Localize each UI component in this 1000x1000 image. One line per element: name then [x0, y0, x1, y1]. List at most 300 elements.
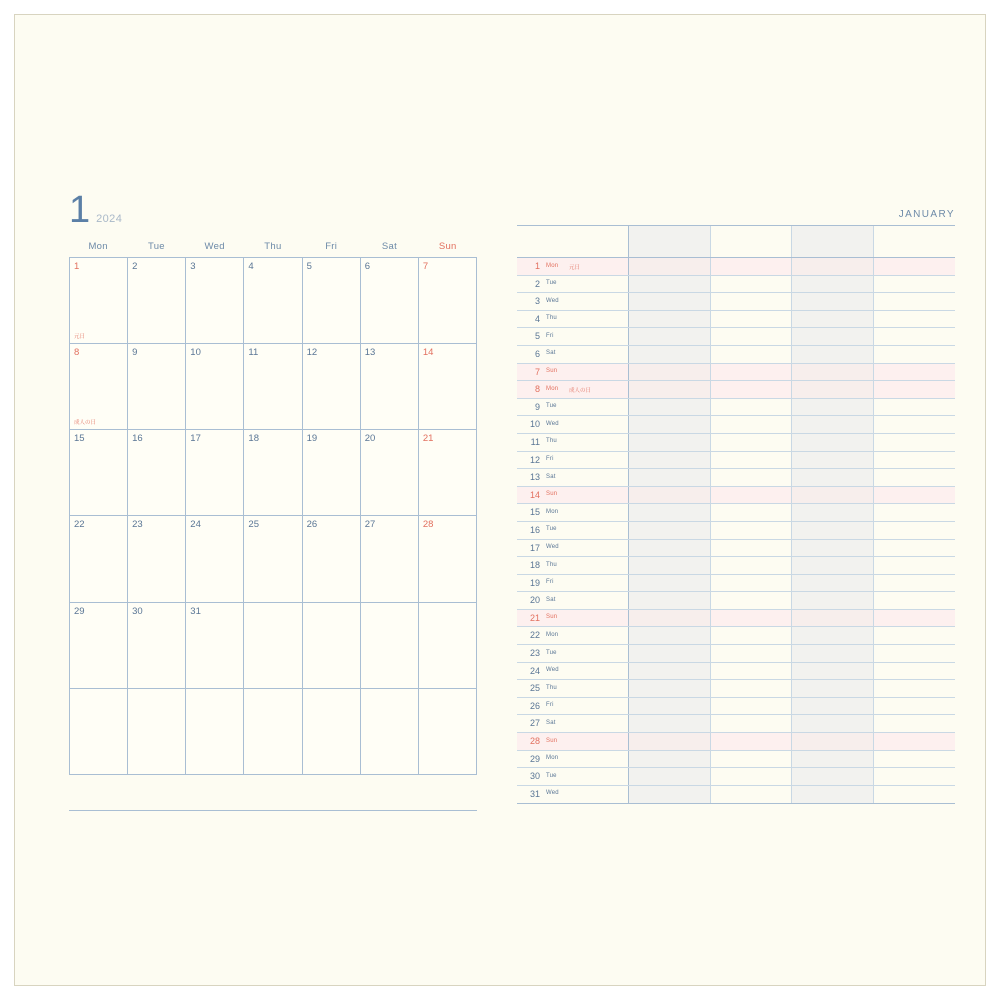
note-cell[interactable] — [629, 557, 711, 574]
note-cell[interactable] — [711, 522, 793, 539]
day-of-week: Thu — [546, 684, 557, 691]
note-cell[interactable] — [874, 575, 956, 592]
note-cell[interactable] — [874, 768, 956, 785]
note-cell[interactable] — [792, 751, 874, 768]
day-of-week: Sat — [546, 596, 556, 603]
note-cell[interactable] — [711, 416, 793, 433]
day-number: 8 — [534, 384, 540, 395]
day-row[interactable] — [517, 733, 955, 751]
calendar-cell-day-number: 16 — [132, 433, 143, 445]
note-cell[interactable] — [874, 328, 956, 345]
note-cell[interactable] — [629, 346, 711, 363]
calendar-cell[interactable] — [70, 258, 128, 344]
note-cell[interactable] — [629, 715, 711, 732]
day-number: 16 — [529, 524, 540, 535]
day-list-table — [517, 225, 955, 804]
dow-header-mon: Mon — [88, 241, 108, 252]
calendar-cell-empty — [303, 603, 361, 689]
note-cell[interactable] — [711, 645, 793, 662]
note-cell[interactable] — [629, 452, 711, 469]
note-cell[interactable] — [629, 504, 711, 521]
note-cell[interactable] — [792, 680, 874, 697]
day-of-week: Thu — [546, 315, 557, 322]
dow-header-fri: Fri — [325, 241, 338, 252]
monthly-grid — [69, 257, 477, 775]
calendar-cell-day-number: 2 — [132, 261, 138, 272]
calendar-cell[interactable] — [303, 258, 361, 344]
day-number: 29 — [529, 753, 540, 764]
day-number: 3 — [534, 296, 540, 307]
note-cell[interactable] — [792, 663, 874, 680]
day-number: 7 — [534, 366, 540, 377]
note-cell[interactable] — [711, 258, 793, 275]
note-cell[interactable] — [629, 276, 711, 293]
calendar-cell[interactable] — [303, 516, 361, 602]
day-number: 25 — [529, 683, 540, 694]
day-number: 23 — [529, 648, 540, 659]
day-row[interactable] — [517, 768, 955, 786]
calendar-cell-empty — [186, 689, 244, 775]
day-label-cell — [517, 276, 629, 293]
calendar-cell-day-number: 18 — [248, 433, 259, 445]
note-cell[interactable] — [792, 698, 874, 715]
note-cell[interactable] — [792, 434, 874, 451]
calendar-cell-day-number: 10 — [190, 347, 201, 359]
note-cell[interactable] — [711, 715, 793, 732]
day-row[interactable] — [517, 786, 955, 804]
day-row[interactable] — [517, 645, 955, 663]
note-cell[interactable] — [629, 645, 711, 662]
day-number: 19 — [529, 577, 540, 588]
calendar-cell[interactable] — [244, 516, 302, 602]
calendar-cell-day-number: 19 — [306, 433, 318, 445]
note-cell[interactable] — [874, 698, 956, 715]
day-row[interactable] — [517, 504, 955, 522]
day-row[interactable] — [517, 627, 955, 645]
note-cell[interactable] — [792, 381, 874, 398]
calendar-cell[interactable] — [70, 603, 128, 689]
calendar-cell-day-number: 21 — [422, 433, 434, 445]
calendar-cell[interactable] — [361, 516, 419, 602]
note-cell[interactable] — [711, 768, 793, 785]
day-of-week: Sat — [546, 473, 556, 480]
calendar-cell-empty — [419, 603, 477, 689]
note-cell[interactable] — [874, 364, 956, 381]
calendar-cell[interactable] — [128, 344, 186, 430]
calendar-cell[interactable] — [186, 344, 244, 430]
day-of-week: Mon — [546, 385, 559, 392]
calendar-cell-empty — [361, 603, 419, 689]
note-cell[interactable] — [629, 416, 711, 433]
day-row[interactable] — [517, 416, 955, 434]
note-cell[interactable] — [711, 540, 793, 557]
table-header-row — [517, 226, 955, 258]
note-cell[interactable] — [711, 663, 793, 680]
note-cell[interactable] — [874, 276, 956, 293]
note-cell[interactable] — [711, 328, 793, 345]
calendar-cell-day-number: 8 — [74, 347, 80, 359]
note-cell[interactable] — [629, 522, 711, 539]
calendar-cell[interactable] — [244, 344, 302, 430]
note-cell[interactable] — [874, 592, 956, 609]
day-row[interactable] — [517, 663, 955, 681]
note-cell[interactable] — [711, 733, 793, 750]
note-cell[interactable] — [711, 399, 793, 416]
calendar-cell-day-number: 15 — [74, 433, 85, 445]
note-cell[interactable] — [874, 540, 956, 557]
day-label-cell — [517, 768, 629, 785]
note-cell[interactable] — [711, 751, 793, 768]
note-cell[interactable] — [874, 786, 956, 804]
day-label-cell — [517, 557, 629, 574]
day-number: 9 — [534, 401, 540, 412]
dow-header-wed: Wed — [204, 241, 225, 252]
calendar-cell[interactable] — [303, 344, 361, 430]
note-cell[interactable] — [711, 504, 793, 521]
note-cell[interactable] — [792, 346, 874, 363]
note-cell[interactable] — [711, 364, 793, 381]
day-of-week: Mon — [546, 631, 559, 638]
note-cell[interactable] — [792, 311, 874, 328]
note-cell[interactable] — [874, 733, 956, 750]
note-cell[interactable] — [629, 328, 711, 345]
calendar-cell[interactable] — [361, 258, 419, 344]
note-cell[interactable] — [711, 381, 793, 398]
calendar-cell[interactable] — [419, 344, 477, 430]
day-label-cell — [517, 364, 629, 381]
day-row[interactable] — [517, 258, 955, 276]
note-cell[interactable] — [711, 786, 793, 804]
note-cell[interactable] — [711, 575, 793, 592]
note-cell[interactable] — [874, 469, 956, 486]
note-cell[interactable] — [629, 226, 711, 257]
day-label-cell — [517, 698, 629, 715]
note-cell[interactable] — [711, 698, 793, 715]
day-number: 30 — [529, 771, 540, 782]
note-cell[interactable] — [792, 768, 874, 785]
day-number: 24 — [529, 665, 540, 676]
note-cell[interactable] — [629, 540, 711, 557]
note-cell[interactable] — [792, 504, 874, 521]
calendar-cell[interactable] — [70, 430, 128, 516]
day-label-cell — [517, 258, 629, 275]
day-number: 27 — [529, 718, 540, 729]
day-label-cell — [517, 311, 629, 328]
calendar-cell-day-number: 14 — [422, 347, 434, 359]
day-number: 2 — [534, 278, 540, 289]
note-cell[interactable] — [792, 592, 874, 609]
calendar-cell-empty — [419, 689, 477, 775]
note-cell[interactable] — [792, 258, 874, 275]
calendar-cell[interactable] — [419, 516, 477, 602]
day-of-week: Sat — [546, 719, 556, 726]
calendar-cell[interactable] — [186, 258, 244, 344]
note-cell[interactable] — [629, 487, 711, 504]
note-cell[interactable] — [711, 627, 793, 644]
day-of-week: Tue — [546, 526, 557, 533]
note-cell[interactable] — [792, 575, 874, 592]
calendar-cell-day-number: 25 — [248, 519, 259, 531]
note-cell[interactable] — [629, 610, 711, 627]
calendar-cell-empty — [361, 689, 419, 775]
calendar-cell-empty — [303, 689, 361, 775]
day-label-cell — [517, 226, 629, 257]
day-row[interactable] — [517, 346, 955, 364]
dow-header-sun: Sun — [438, 241, 457, 252]
note-cell[interactable] — [711, 293, 793, 310]
note-cell[interactable] — [792, 557, 874, 574]
calendar-cell[interactable] — [361, 344, 419, 430]
calendar-cell-day-number: 31 — [190, 605, 201, 617]
note-cell[interactable] — [874, 610, 956, 627]
day-of-week: Sun — [546, 614, 558, 621]
day-label-cell — [517, 733, 629, 750]
note-cell[interactable] — [792, 452, 874, 469]
day-row[interactable] — [517, 522, 955, 540]
note-cell[interactable] — [629, 575, 711, 592]
day-number: 21 — [529, 612, 540, 623]
day-label-cell — [517, 540, 629, 557]
note-cell[interactable] — [711, 311, 793, 328]
calendar-cell[interactable] — [70, 516, 128, 602]
day-label-cell — [517, 399, 629, 416]
day-row[interactable] — [517, 487, 955, 505]
note-cell[interactable] — [629, 698, 711, 715]
note-cell[interactable] — [874, 416, 956, 433]
note-cell[interactable] — [711, 469, 793, 486]
note-cell[interactable] — [792, 226, 874, 257]
day-row[interactable] — [517, 293, 955, 311]
note-cell[interactable] — [874, 680, 956, 697]
note-cell[interactable] — [711, 346, 793, 363]
calendar-cell-day-number: 17 — [190, 433, 201, 445]
note-cell[interactable] — [711, 557, 793, 574]
day-number: 18 — [529, 560, 540, 571]
note-cell[interactable] — [629, 680, 711, 697]
note-cell[interactable] — [711, 680, 793, 697]
note-cell[interactable] — [711, 226, 793, 257]
note-cell[interactable] — [874, 751, 956, 768]
note-cell[interactable] — [792, 364, 874, 381]
note-cell[interactable] — [874, 557, 956, 574]
day-row[interactable] — [517, 575, 955, 593]
dow-header-thu: Thu — [264, 241, 282, 252]
day-number: 12 — [529, 454, 540, 465]
day-label-cell — [517, 434, 629, 451]
day-row[interactable] — [517, 610, 955, 628]
calendar-cell-day-number: 28 — [422, 519, 434, 531]
note-cell[interactable] — [629, 434, 711, 451]
note-cell[interactable] — [629, 627, 711, 644]
note-cell[interactable] — [792, 416, 874, 433]
note-cell[interactable] — [874, 487, 956, 504]
note-cell[interactable] — [874, 399, 956, 416]
day-row[interactable] — [517, 434, 955, 452]
day-label-cell — [517, 680, 629, 697]
note-cell[interactable] — [711, 610, 793, 627]
note-cell[interactable] — [629, 469, 711, 486]
day-label-cell — [517, 469, 629, 486]
note-cell[interactable] — [792, 715, 874, 732]
day-number: 22 — [529, 630, 540, 641]
note-cell[interactable] — [792, 610, 874, 627]
note-cell[interactable] — [792, 293, 874, 310]
note-cell[interactable] — [629, 258, 711, 275]
calendar-cell[interactable] — [303, 430, 361, 516]
note-cell[interactable] — [792, 469, 874, 486]
note-cell[interactable] — [629, 663, 711, 680]
calendar-cell-day-number: 12 — [306, 347, 318, 359]
note-cell[interactable] — [874, 258, 956, 275]
day-row[interactable] — [517, 276, 955, 294]
calendar-cell-day-number: 7 — [422, 261, 429, 272]
note-cell[interactable] — [792, 399, 874, 416]
note-cell[interactable] — [629, 786, 711, 804]
day-label-cell — [517, 627, 629, 644]
day-label-cell — [517, 610, 629, 627]
note-cell[interactable] — [711, 276, 793, 293]
calendar-cell-empty — [244, 603, 302, 689]
calendar-cell-day-number: 26 — [306, 519, 318, 531]
note-cell[interactable] — [629, 381, 711, 398]
calendar-cell-day-number: 1 — [74, 261, 80, 272]
note-cell[interactable] — [792, 627, 874, 644]
note-cell[interactable] — [792, 645, 874, 662]
note-cell[interactable] — [792, 733, 874, 750]
day-row[interactable] — [517, 557, 955, 575]
day-row[interactable] — [517, 592, 955, 610]
calendar-cell-holiday-label: 成人の日 — [74, 420, 97, 427]
note-cell[interactable] — [874, 346, 956, 363]
calendar-cell[interactable] — [244, 258, 302, 344]
note-cell[interactable] — [629, 364, 711, 381]
calendar-cell-day-number: 9 — [132, 347, 138, 359]
day-of-week: Thu — [546, 438, 557, 445]
day-label-cell — [517, 786, 629, 804]
calendar-cell[interactable] — [128, 516, 186, 602]
day-of-week: Tue — [546, 649, 557, 656]
note-cell[interactable] — [874, 715, 956, 732]
note-cell[interactable] — [874, 504, 956, 521]
day-row[interactable] — [517, 715, 955, 733]
note-cell[interactable] — [874, 434, 956, 451]
day-of-week: Thu — [546, 561, 557, 568]
calendar-cell[interactable] — [361, 430, 419, 516]
day-label-cell — [517, 452, 629, 469]
note-cell[interactable] — [629, 768, 711, 785]
calendar-cell[interactable] — [128, 603, 186, 689]
day-label-cell — [517, 751, 629, 768]
day-row[interactable] — [517, 680, 955, 698]
day-of-week: Sat — [546, 350, 556, 357]
day-row[interactable] — [517, 698, 955, 716]
calendar-cell[interactable] — [186, 603, 244, 689]
note-cell[interactable] — [711, 592, 793, 609]
note-cell[interactable] — [874, 452, 956, 469]
note-cell[interactable] — [629, 592, 711, 609]
calendar-cell[interactable] — [128, 430, 186, 516]
day-of-week: Sun — [546, 491, 558, 498]
note-cell[interactable] — [711, 434, 793, 451]
day-row[interactable] — [517, 311, 955, 329]
calendar-cell-day-number: 22 — [74, 519, 85, 531]
note-cell[interactable] — [792, 328, 874, 345]
day-label-cell — [517, 592, 629, 609]
day-of-week: Tue — [546, 403, 557, 410]
day-row[interactable] — [517, 540, 955, 558]
note-cell[interactable] — [874, 293, 956, 310]
note-cell[interactable] — [629, 399, 711, 416]
month-name-label: JANUARY — [898, 209, 955, 220]
day-number: 14 — [529, 489, 540, 500]
year-label: 2024 — [96, 213, 123, 225]
note-cell[interactable] — [629, 311, 711, 328]
vertical-monthly-list-page — [517, 185, 955, 835]
note-cell[interactable] — [792, 522, 874, 539]
calendar-cell[interactable] — [244, 430, 302, 516]
day-label-cell — [517, 487, 629, 504]
monthly-calendar-page — [55, 185, 490, 835]
note-cell[interactable] — [874, 226, 956, 257]
day-of-week: Sun — [546, 368, 558, 375]
note-cell[interactable] — [874, 627, 956, 644]
calendar-cell-day-number: 29 — [74, 605, 85, 617]
day-of-week: Fri — [546, 332, 554, 339]
note-cell[interactable] — [874, 381, 956, 398]
note-cell[interactable] — [874, 663, 956, 680]
day-of-week: Fri — [546, 456, 554, 463]
calendar-cell[interactable] — [419, 430, 477, 516]
day-row[interactable] — [517, 469, 955, 487]
calendar-cell[interactable] — [70, 344, 128, 430]
note-cell[interactable] — [792, 786, 874, 804]
calendar-cell-day-number: 13 — [364, 347, 376, 359]
calendar-cell[interactable] — [128, 258, 186, 344]
note-cell[interactable] — [792, 487, 874, 504]
day-row[interactable] — [517, 364, 955, 382]
note-cell[interactable] — [792, 276, 874, 293]
day-number: 10 — [529, 419, 540, 430]
day-of-week: Fri — [546, 702, 554, 709]
calendar-cell[interactable] — [186, 430, 244, 516]
note-cell[interactable] — [874, 522, 956, 539]
note-cell[interactable] — [874, 311, 956, 328]
calendar-cell-empty — [70, 689, 128, 775]
day-of-week: Wed — [546, 544, 559, 550]
note-cell[interactable] — [711, 452, 793, 469]
note-cell[interactable] — [792, 540, 874, 557]
planner-page-spread — [14, 14, 986, 986]
day-row[interactable] — [517, 381, 955, 399]
day-row[interactable] — [517, 399, 955, 417]
note-cell[interactable] — [629, 751, 711, 768]
calendar-cell-day-number: 30 — [132, 605, 143, 617]
note-cell[interactable] — [711, 487, 793, 504]
note-cell[interactable] — [629, 733, 711, 750]
day-row[interactable] — [517, 452, 955, 470]
day-label-cell — [517, 522, 629, 539]
holiday-label: 元日 — [569, 264, 581, 271]
day-row[interactable] — [517, 751, 955, 769]
dow-header-tue: Tue — [147, 241, 165, 252]
calendar-cell[interactable] — [419, 258, 477, 344]
day-row[interactable] — [517, 328, 955, 346]
note-cell[interactable] — [874, 645, 956, 662]
day-number: 1 — [534, 261, 540, 271]
note-cell[interactable] — [629, 293, 711, 310]
day-of-week: Wed — [546, 667, 559, 674]
calendar-cell[interactable] — [186, 516, 244, 602]
